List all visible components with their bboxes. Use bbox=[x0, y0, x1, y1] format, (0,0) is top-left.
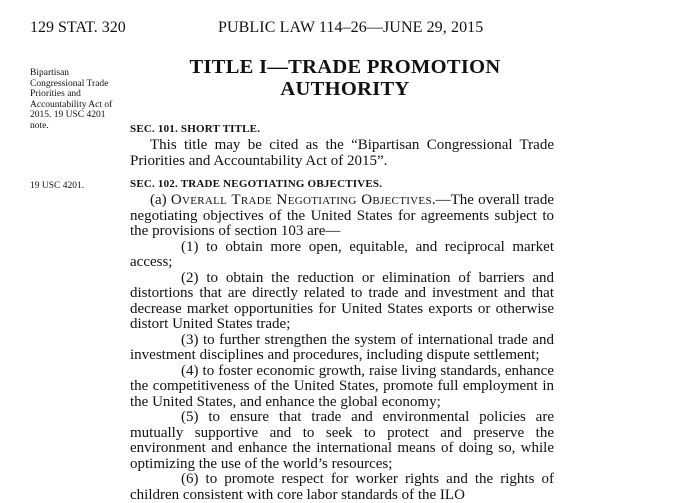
paragraph-a-label: (a) bbox=[150, 192, 171, 208]
objective-item-4: (4) to foster economic growth, raise living standards, enhance the competitiveness of the United States, promote full employment in the United States, and enhance the global economy; bbox=[130, 362, 554, 410]
margin-note-sec102: 19 USC 4201. bbox=[30, 181, 85, 191]
margin-note-short-title: Bipartisan Congressional Trade Priorities and Accountability Act of 2015. 19 USC 4201 note. bbox=[30, 68, 113, 131]
paragraph-a-text: .—The overall trade negotiating objectives of the United States for agreements subject to the provisions of section 103 are— bbox=[130, 192, 554, 239]
section-101-heading: SEC. 101. SHORT TITLE. bbox=[130, 123, 261, 135]
paragraph-a-caption: Overall Trade Negotiating Objectives bbox=[170, 192, 432, 208]
section-102-body bbox=[130, 193, 554, 503]
section-101-text: This title may be cited as the “Bipartisan Congressional Trade Priorities and Accountability Act of 2015”. bbox=[130, 137, 554, 169]
objective-item-1: (1) to obtain more open, equitable, and reciprocal market access; bbox=[130, 238, 554, 270]
title-line-1: TITLE I—TRADE PROMOTION bbox=[189, 56, 501, 78]
title-heading bbox=[130, 56, 560, 100]
section-101-body bbox=[130, 138, 554, 169]
objective-item-2: (2) to obtain the reduction or elimination of barriers and distortions that are directly related to trade and investment and that decrease market opportunities for United States exports or otherwise distort United States trade; bbox=[130, 269, 554, 332]
section-102-heading: SEC. 102. TRADE NEGOTIATING OBJECTIVES. bbox=[130, 178, 383, 190]
objective-item-6: (6) to promote respect for worker rights and the rights of children consistent with core labor standards of the ILO bbox=[130, 471, 554, 503]
objective-item-3: (3) to further strengthen the system of international trade and investment disciplines and procedures, including dispute settlement; bbox=[130, 331, 554, 363]
title-line-2: AUTHORITY bbox=[280, 78, 410, 100]
objective-item-5: (5) to ensure that trade and environmental policies are mutually supportive and to seek to protect and preserve the environment and enhance the international means of doing so, while optimizing the use of the world’s resources; bbox=[130, 409, 554, 472]
law-citation: PUBLIC LAW 114–26—JUNE 29, 2015 bbox=[218, 19, 484, 36]
paragraph-a bbox=[130, 193, 554, 240]
page-reference: 129 STAT. 320 bbox=[30, 19, 126, 36]
